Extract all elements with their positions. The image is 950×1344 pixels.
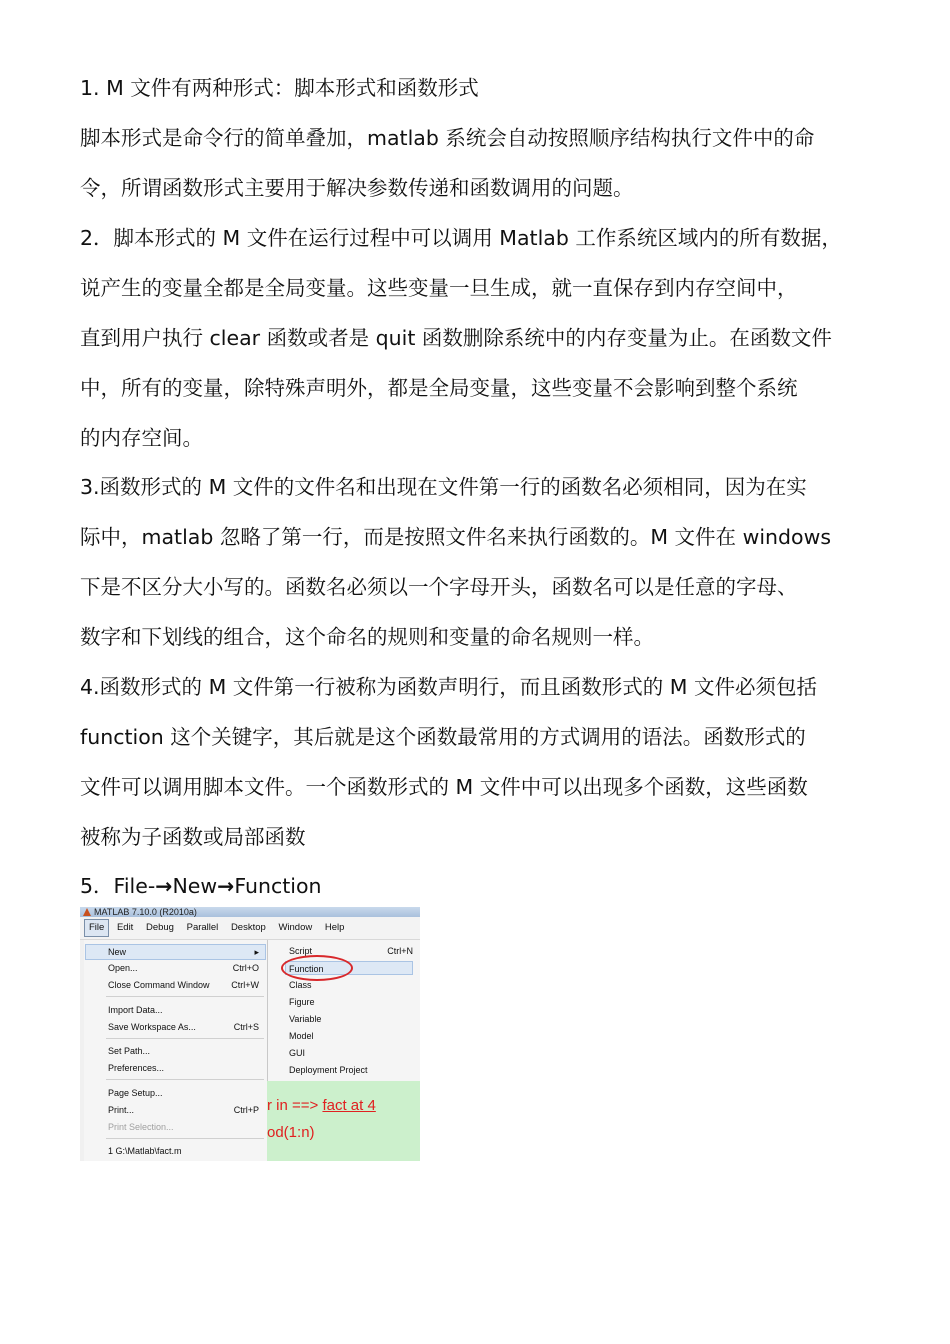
paragraph-line: 2．脚本形式的 M 文件在运行过程中可以调用 Matlab 工作系统区域内的所有数据， [80, 226, 842, 250]
window-titlebar [80, 907, 420, 917]
matlab-logo-icon [83, 908, 91, 916]
menu-item-recent-file[interactable] [108, 1144, 263, 1158]
menu-edit[interactable]: Edit [116, 922, 134, 933]
menu-item-set-path[interactable] [108, 1044, 263, 1058]
paragraph-line: 3.函数形式的 M 文件的文件名和出现在文件第一行的函数名必须相同，因为在实 [80, 475, 807, 499]
arrow-right-icon: → [155, 874, 173, 898]
menu-item-label: New [108, 947, 127, 957]
error-text: r in ==> [267, 1097, 323, 1114]
menu-item-save-workspace[interactable] [108, 1020, 263, 1034]
menu-item-shortcut: Ctrl+P [233, 1105, 259, 1115]
heading-1: 1. M 文件有两种形式：脚本形式和函数形式 [80, 76, 479, 100]
paragraph-line: 直到用户执行 clear 函数或者是 quit 函数删除系统中的内存变量为止。在函数文件 [80, 326, 832, 350]
menu-item-shortcut: Ctrl+S [233, 1022, 259, 1032]
submenu-item-label: Figure [289, 997, 315, 1007]
paragraph-line: 文件可以调用脚本文件。一个函数形式的 M 文件中可以出现多个函数，这些函数 [80, 775, 808, 799]
menu-item-label: Page Setup... [108, 1088, 163, 1098]
arrow-right-icon: → [217, 874, 235, 898]
paragraph-line: 脚本形式是命令行的简单叠加，matlab 系统会自动按照顺序结构执行文件中的命 [80, 126, 815, 150]
window-title: MATLAB 7.10.0 (R2010a) [94, 907, 197, 917]
error-line [267, 1097, 376, 1114]
menu-help[interactable]: Help [324, 922, 345, 933]
paragraph-line: 令，所谓函数形式主要用于解决参数传递和函数调用的问题。 [80, 176, 634, 200]
menu-item-label: Import Data... [108, 1005, 163, 1015]
step-5-prefix: 5．File- [80, 874, 156, 898]
menu-parallel[interactable]: Parallel [186, 922, 219, 933]
submenu-item-model[interactable] [289, 1029, 417, 1043]
menu-item-label: Save Workspace As... [108, 1022, 196, 1032]
step-5-function: Function [234, 874, 322, 898]
submenu-item-gui[interactable] [289, 1046, 417, 1060]
menu-item-label: Print Selection... [108, 1122, 174, 1132]
menu-desktop[interactable]: Desktop [230, 922, 266, 933]
submenu-item-variable[interactable] [289, 1012, 417, 1026]
menubar [80, 917, 420, 940]
submenu-item-label: Function [289, 964, 324, 974]
paragraph-line: 的内存空间。 [80, 426, 203, 450]
menu-file[interactable]: File [84, 919, 109, 937]
menu-separator [106, 996, 264, 997]
step-5-new: New [172, 874, 218, 898]
code-line: od(1:n) [267, 1124, 315, 1141]
menu-separator [106, 1079, 264, 1080]
highlight-circle [281, 955, 353, 981]
submenu-item-label: Deployment Project [289, 1065, 368, 1075]
menu-item-shortcut: Ctrl+N [387, 946, 413, 956]
submenu-item-label: Model [289, 1031, 314, 1041]
command-window [267, 1081, 420, 1161]
step-5-line [80, 873, 322, 899]
menu-item-preferences[interactable] [108, 1061, 263, 1075]
menu-item-print-selection [108, 1120, 263, 1134]
menu-debug[interactable]: Debug [145, 922, 174, 933]
menu-item-label: Open... [108, 963, 138, 973]
submenu-item-label: GUI [289, 1048, 306, 1058]
matlab-screenshot [80, 907, 420, 1161]
menu-window[interactable]: Window [278, 922, 313, 933]
menu-item-label: Preferences... [108, 1063, 165, 1073]
submenu-item-label: Class [289, 980, 312, 990]
menu-item-label: Print... [108, 1105, 135, 1115]
menu-item-shortcut: Ctrl+O [232, 963, 259, 973]
menu-item-import-data[interactable] [108, 1003, 263, 1017]
menu-separator [106, 1038, 264, 1039]
menu-item-label: Close Command Window [108, 980, 210, 990]
menu-item-label: 1 G:\Matlab\fact.m [108, 1146, 182, 1156]
submenu-item-label: Variable [289, 1014, 322, 1024]
submenu-item-figure[interactable] [289, 995, 417, 1009]
paragraph-line: function 这个关键字，其后就是这个函数最常用的方式调用的语法。函数形式的 [80, 725, 806, 749]
paragraph-line: 际中，matlab 忽略了第一行，而是按照文件名来执行函数的。M 文件在 windows [80, 525, 832, 549]
submenu-item-deployment-project[interactable] [289, 1063, 417, 1077]
paragraph-line: 数字和下划线的组合，这个命名的规则和变量的命名规则一样。 [80, 625, 654, 649]
menu-item-new[interactable] [108, 945, 263, 959]
paragraph-line: 被称为子函数或局部函数 [80, 825, 306, 849]
paragraph-line: 4.函数形式的 M 文件第一行被称为函数声明行，而且函数形式的 M 文件必须包括 [80, 675, 817, 699]
menu-item-open[interactable] [108, 961, 263, 975]
menu-item-print[interactable] [108, 1103, 263, 1117]
menu-item-label: Set Path... [108, 1046, 151, 1056]
menu-item-page-setup[interactable] [108, 1086, 263, 1100]
file-menu-dropdown [84, 940, 268, 1161]
menu-separator [106, 1138, 264, 1139]
submenu-item-label: Script [289, 946, 313, 956]
menu-item-shortcut: Ctrl+W [231, 980, 259, 990]
error-link[interactable]: fact at 4 [322, 1097, 376, 1114]
paragraph-line: 说产生的变量全都是全局变量。这些变量一旦生成，就一直保存到内存空间中， [80, 276, 798, 300]
submenu-arrow-icon: ▸ [254, 947, 259, 957]
paragraph-line: 下是不区分大小写的。函数名必须以一个字母开头，函数名可以是任意的字母、 [80, 575, 798, 599]
paragraph-line: 中，所有的变量，除特殊声明外，都是全局变量，这些变量不会影响到整个系统 [80, 376, 798, 400]
menu-item-close-command-window[interactable] [108, 978, 263, 992]
